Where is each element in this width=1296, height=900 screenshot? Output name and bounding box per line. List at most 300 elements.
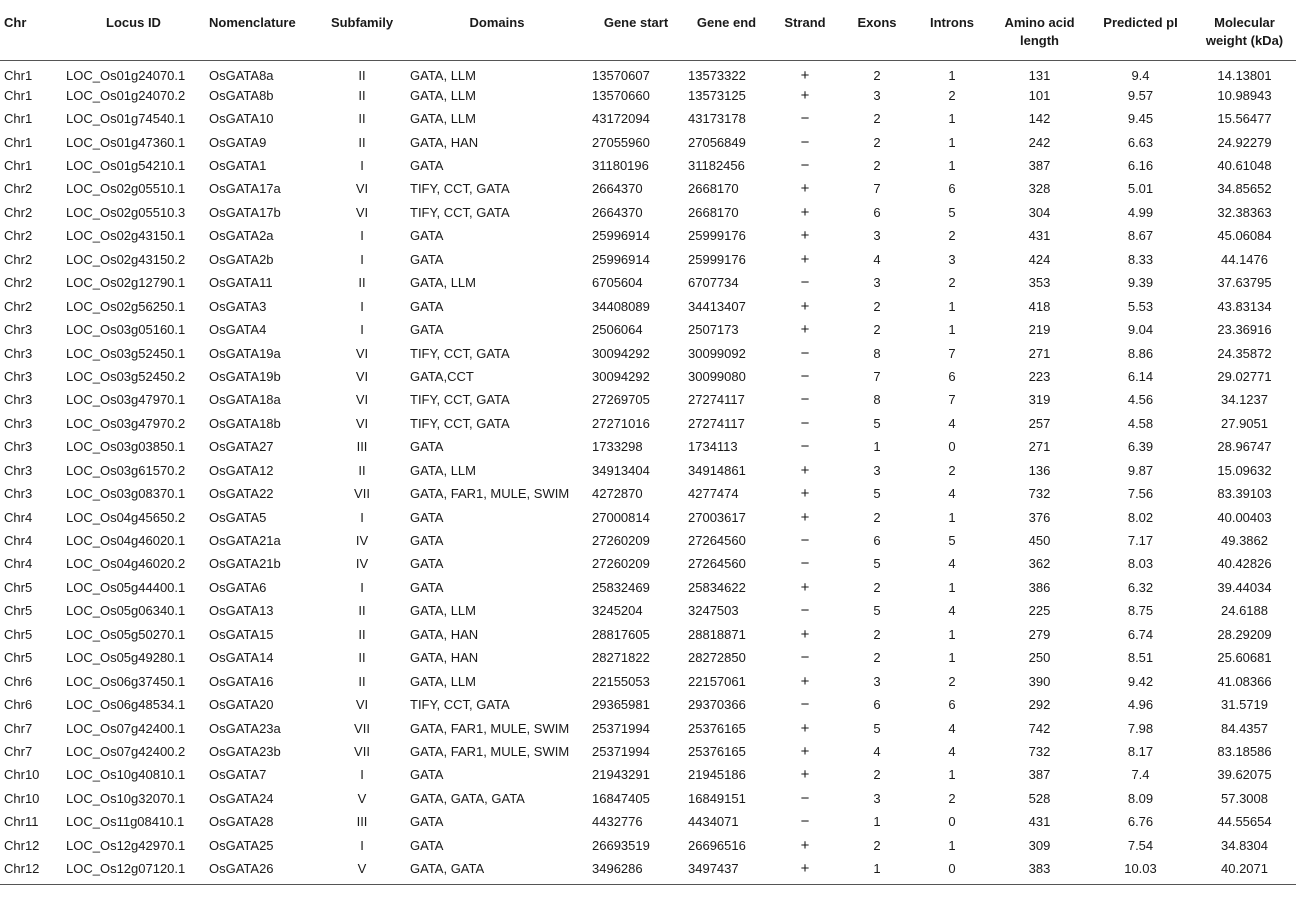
table-row — [0, 365, 1296, 388]
cell-subfamily: I — [360, 767, 364, 783]
cell-introns: 7 — [948, 392, 956, 408]
cell-subfamily: IV — [355, 533, 369, 549]
cell-gene-end: 4434071 — [688, 814, 739, 830]
cell-strand: + — [800, 672, 810, 690]
cell-locus-id: LOC_Os03g03850.1 — [66, 439, 186, 455]
cell-domains: GATA — [410, 228, 444, 244]
cell-gene-start: 3496286 — [592, 861, 643, 877]
cell-gene-start: 27260209 — [592, 533, 650, 549]
cell-predicted-pi: 5.53 — [1127, 298, 1154, 314]
cell-gene-end: 13573125 — [688, 87, 746, 103]
cell-locus-id: LOC_Os03g52450.2 — [66, 368, 186, 384]
cell-chr: Chr2 — [4, 275, 33, 291]
cell-locus-id: LOC_Os01g54210.1 — [66, 158, 186, 174]
cell-locus-id: LOC_Os03g61570.2 — [66, 462, 186, 478]
cell-domains: GATA,CCT — [410, 368, 474, 384]
cell-subfamily: II — [358, 111, 366, 127]
cell-domains: TIFY, CCT, GATA — [410, 697, 510, 713]
cell-locus-id: LOC_Os02g05510.3 — [66, 204, 186, 220]
header-subfamily: Subfamily — [318, 0, 406, 60]
cell-domains: GATA, LLM — [410, 673, 476, 689]
cell-gene-start: 3245204 — [592, 603, 643, 619]
cell-locus-id: LOC_Os07g42400.2 — [66, 743, 186, 759]
cell-subfamily: VII — [354, 720, 370, 736]
cell-molecular-weight: 43.83134 — [1217, 298, 1272, 314]
header-gene-start: Gene start — [588, 0, 684, 60]
cell-chr: Chr4 — [4, 533, 33, 549]
cell-exons: 2 — [873, 298, 881, 314]
cell-strand: − — [800, 438, 810, 456]
cell-strand: + — [800, 578, 810, 596]
cell-predicted-pi: 6.16 — [1127, 158, 1154, 174]
table-row — [0, 669, 1296, 692]
cell-chr: Chr3 — [4, 322, 33, 338]
cell-domains: GATA, LLM — [410, 462, 476, 478]
cell-strand: − — [800, 414, 810, 432]
cell-exons: 2 — [873, 767, 881, 783]
cell-strand: − — [800, 157, 810, 175]
cell-locus-id: LOC_Os04g45650.2 — [66, 509, 186, 525]
cell-amino-acid-length: 390 — [1028, 673, 1051, 689]
cell-strand: + — [800, 180, 810, 198]
cell-gene-end: 34413407 — [688, 298, 746, 314]
cell-locus-id: LOC_Os12g07120.1 — [66, 861, 186, 877]
cell-introns: 1 — [948, 134, 956, 150]
cell-molecular-weight: 10.98943 — [1217, 87, 1272, 103]
cell-predicted-pi: 6.74 — [1127, 626, 1154, 642]
cell-gene-end: 28818871 — [688, 626, 746, 642]
cell-gene-end: 6707734 — [688, 275, 739, 291]
cell-gene-start: 31180196 — [592, 158, 649, 174]
cell-gene-start: 25371994 — [592, 743, 650, 759]
cell-domains: GATA — [410, 251, 444, 267]
cell-domains: GATA, LLM — [410, 603, 476, 619]
cell-predicted-pi: 7.54 — [1127, 837, 1154, 853]
cell-introns: 1 — [948, 322, 956, 338]
cell-nomenclature: OsGATA12 — [209, 462, 274, 478]
cell-chr: Chr10 — [4, 767, 40, 783]
cell-strand: − — [800, 367, 810, 385]
cell-domains: GATA, LLM — [410, 111, 476, 127]
cell-strand: + — [800, 836, 810, 854]
cell-locus-id: LOC_Os11g08410.1 — [66, 814, 185, 830]
header-row — [0, 0, 1296, 60]
cell-molecular-weight: 49.3862 — [1221, 533, 1268, 549]
cell-gene-start: 2506064 — [592, 322, 643, 338]
cell-nomenclature: OsGATA15 — [209, 626, 274, 642]
cell-gene-start: 1733298 — [592, 439, 643, 455]
cell-molecular-weight: 40.42826 — [1217, 556, 1272, 572]
cell-molecular-weight: 39.44034 — [1217, 579, 1272, 595]
cell-chr: Chr5 — [4, 626, 33, 642]
cell-gene-start: 27055960 — [592, 134, 650, 150]
cell-gene-start: 6705604 — [592, 275, 643, 291]
cell-exons: 2 — [873, 134, 881, 150]
cell-subfamily: VI — [355, 697, 369, 713]
cell-gene-end: 27264560 — [688, 533, 746, 549]
cell-gene-end: 22157061 — [688, 673, 746, 689]
cell-strand: − — [800, 344, 810, 362]
cell-amino-acid-length: 387 — [1028, 767, 1051, 783]
cell-strand: − — [800, 391, 810, 409]
cell-locus-id: LOC_Os01g24070.2 — [66, 87, 186, 103]
cell-nomenclature: OsGATA7 — [209, 767, 267, 783]
cell-amino-acid-length: 309 — [1028, 837, 1051, 853]
cell-molecular-weight: 31.5719 — [1221, 697, 1268, 713]
cell-amino-acid-length: 279 — [1028, 626, 1051, 642]
cell-strand: + — [800, 860, 810, 878]
cell-locus-id: LOC_Os05g49280.1 — [66, 650, 186, 666]
cell-nomenclature: OsGATA2b — [209, 251, 274, 267]
cell-amino-acid-length: 431 — [1028, 228, 1051, 244]
cell-molecular-weight: 24.35872 — [1217, 345, 1272, 361]
cell-gene-end: 28272850 — [688, 650, 746, 666]
cell-exons: 5 — [873, 415, 881, 431]
cell-subfamily: I — [360, 158, 364, 174]
table-bottom-rule — [0, 884, 1296, 885]
cell-nomenclature: OsGATA28 — [209, 814, 274, 830]
cell-introns: 6 — [948, 181, 956, 197]
cell-nomenclature: OsGATA8b — [209, 87, 274, 103]
cell-molecular-weight: 25.60681 — [1217, 650, 1272, 666]
cell-nomenclature: OsGATA23b — [209, 743, 281, 759]
cell-strand: + — [800, 250, 810, 268]
cell-strand: + — [800, 86, 810, 104]
table-row — [0, 154, 1296, 177]
table-row — [0, 716, 1296, 739]
cell-domains: GATA, LLM — [410, 67, 476, 83]
cell-locus-id: LOC_Os03g08370.1 — [66, 486, 186, 502]
cell-amino-acid-length: 376 — [1028, 509, 1051, 525]
header-predicted-pi: Predicted pI — [1088, 0, 1193, 60]
cell-chr: Chr12 — [4, 861, 40, 877]
cell-molecular-weight: 34.8304 — [1221, 837, 1268, 853]
cell-locus-id: LOC_Os03g47970.1 — [66, 392, 186, 408]
cell-molecular-weight: 84.4357 — [1221, 720, 1268, 736]
cell-subfamily: I — [360, 298, 364, 314]
cell-exons: 5 — [873, 603, 881, 619]
cell-domains: TIFY, CCT, GATA — [410, 392, 510, 408]
cell-chr: Chr6 — [4, 697, 33, 713]
cell-domains: GATA — [410, 298, 444, 314]
cell-nomenclature: OsGATA9 — [209, 134, 267, 150]
cell-domains: GATA, GATA — [410, 861, 485, 877]
cell-exons: 4 — [873, 251, 881, 267]
cell-strand: + — [800, 508, 810, 526]
cell-nomenclature: OsGATA23a — [209, 720, 281, 736]
cell-locus-id: LOC_Os02g43150.2 — [66, 251, 186, 267]
cell-molecular-weight: 15.56477 — [1217, 111, 1272, 127]
cell-predicted-pi: 9.57 — [1127, 87, 1154, 103]
cell-exons: 5 — [873, 486, 881, 502]
cell-introns: 4 — [948, 743, 956, 759]
cell-molecular-weight: 27.9051 — [1221, 415, 1268, 431]
cell-molecular-weight: 29.02771 — [1217, 368, 1272, 384]
cell-strand: + — [800, 766, 810, 784]
cell-domains: GATA — [410, 556, 444, 572]
cell-amino-acid-length: 225 — [1028, 603, 1051, 619]
cell-chr: Chr3 — [4, 368, 33, 384]
cell-introns: 3 — [948, 251, 956, 267]
cell-introns: 2 — [948, 790, 956, 806]
cell-domains: GATA, LLM — [410, 87, 476, 103]
cell-amino-acid-length: 101 — [1028, 87, 1051, 103]
cell-predicted-pi: 4.99 — [1127, 204, 1154, 220]
cell-gene-end: 3497437 — [688, 861, 739, 877]
cell-locus-id: LOC_Os01g47360.1 — [66, 134, 186, 150]
cell-predicted-pi: 9.04 — [1127, 322, 1154, 338]
cell-chr: Chr3 — [4, 392, 33, 408]
cell-nomenclature: OsGATA18b — [209, 415, 281, 431]
cell-introns: 2 — [948, 673, 956, 689]
cell-exons: 3 — [873, 87, 881, 103]
cell-strand: − — [800, 813, 810, 831]
cell-exons: 6 — [873, 533, 881, 549]
cell-subfamily: III — [356, 439, 368, 455]
cell-locus-id: LOC_Os04g46020.1 — [66, 533, 186, 549]
table-row — [0, 482, 1296, 505]
table-header — [0, 0, 1296, 60]
cell-chr: Chr1 — [4, 134, 33, 150]
cell-strand: − — [800, 274, 810, 292]
cell-introns: 0 — [948, 814, 956, 830]
table-row — [0, 740, 1296, 763]
cell-nomenclature: OsGATA13 — [209, 603, 274, 619]
cell-strand: − — [800, 649, 810, 667]
cell-domains: GATA — [410, 158, 444, 174]
cell-gene-start: 30094292 — [592, 368, 650, 384]
cell-predicted-pi: 7.56 — [1127, 486, 1154, 502]
cell-gene-end: 16849151 — [688, 790, 746, 806]
cell-amino-acid-length: 386 — [1028, 579, 1051, 595]
table-row — [0, 341, 1296, 364]
table-row — [0, 130, 1296, 153]
cell-molecular-weight: 37.63795 — [1217, 275, 1272, 291]
table-row — [0, 60, 1296, 84]
cell-domains: GATA — [410, 579, 444, 595]
cell-exons: 3 — [873, 790, 881, 806]
cell-predicted-pi: 7.98 — [1127, 720, 1154, 736]
cell-strand: + — [800, 719, 810, 737]
cell-nomenclature: OsGATA4 — [209, 322, 267, 338]
cell-gene-start: 27000814 — [592, 509, 650, 525]
cell-locus-id: LOC_Os03g05160.1 — [66, 322, 186, 338]
cell-subfamily: VI — [355, 204, 369, 220]
cell-gene-end: 29370366 — [688, 697, 746, 713]
cell-subfamily: V — [357, 861, 367, 877]
cell-gene-end: 4277474 — [688, 486, 739, 502]
cell-subfamily: II — [358, 673, 366, 689]
cell-subfamily: VI — [355, 345, 369, 361]
cell-exons: 7 — [873, 181, 881, 197]
cell-exons: 2 — [873, 837, 881, 853]
cell-gene-start: 27260209 — [592, 556, 650, 572]
cell-nomenclature: OsGATA14 — [209, 650, 274, 666]
cell-exons: 2 — [873, 509, 881, 525]
cell-predicted-pi: 4.56 — [1127, 392, 1154, 408]
cell-predicted-pi: 6.32 — [1127, 579, 1154, 595]
cell-predicted-pi: 8.51 — [1127, 650, 1154, 666]
cell-molecular-weight: 40.61048 — [1217, 158, 1272, 174]
cell-strand: − — [800, 532, 810, 550]
cell-chr: Chr3 — [4, 462, 33, 478]
cell-subfamily: II — [358, 626, 366, 642]
cell-locus-id: LOC_Os01g24070.1 — [66, 67, 186, 83]
cell-gene-end: 2668170 — [688, 181, 739, 197]
cell-molecular-weight: 24.92279 — [1217, 134, 1272, 150]
cell-locus-id: LOC_Os02g05510.1 — [66, 181, 186, 197]
cell-gene-end: 31182456 — [688, 158, 745, 174]
cell-nomenclature: OsGATA21a — [209, 533, 281, 549]
cell-nomenclature: OsGATA5 — [209, 509, 267, 525]
cell-exons: 2 — [873, 626, 881, 642]
cell-predicted-pi: 8.67 — [1127, 228, 1154, 244]
cell-locus-id: LOC_Os02g12790.1 — [66, 275, 186, 291]
cell-subfamily: II — [358, 462, 366, 478]
cell-introns: 2 — [948, 87, 956, 103]
cell-domains: GATA — [410, 814, 444, 830]
cell-strand: + — [800, 297, 810, 315]
cell-nomenclature: OsGATA6 — [209, 579, 267, 595]
cell-nomenclature: OsGATA1 — [209, 158, 267, 174]
header-strand: Strand — [769, 0, 841, 60]
cell-nomenclature: OsGATA26 — [209, 861, 274, 877]
cell-nomenclature: OsGATA3 — [209, 298, 267, 314]
cell-gene-end: 25999176 — [688, 228, 746, 244]
cell-gene-start: 13570660 — [592, 87, 650, 103]
cell-gene-end: 27274117 — [688, 415, 745, 431]
cell-nomenclature: OsGATA20 — [209, 697, 274, 713]
cell-chr: Chr4 — [4, 556, 33, 572]
cell-domains: GATA — [410, 533, 444, 549]
cell-nomenclature: OsGATA8a — [209, 67, 274, 83]
cell-subfamily: I — [360, 228, 364, 244]
cell-predicted-pi: 8.09 — [1127, 790, 1154, 806]
cell-amino-acid-length: 292 — [1028, 697, 1051, 713]
cell-gene-start: 4272870 — [592, 486, 643, 502]
cell-nomenclature: OsGATA10 — [209, 111, 274, 127]
cell-predicted-pi: 7.4 — [1131, 767, 1150, 783]
cell-nomenclature: OsGATA19a — [209, 345, 281, 361]
cell-locus-id: LOC_Os02g43150.1 — [66, 228, 186, 244]
cell-locus-id: LOC_Os05g06340.1 — [66, 603, 186, 619]
cell-chr: Chr2 — [4, 251, 33, 267]
cell-amino-acid-length: 223 — [1028, 368, 1051, 384]
cell-subfamily: I — [360, 837, 364, 853]
cell-introns: 4 — [948, 486, 956, 502]
cell-amino-acid-length: 136 — [1028, 462, 1051, 478]
cell-domains: GATA — [410, 509, 444, 525]
cell-gene-end: 25376165 — [688, 720, 746, 736]
cell-predicted-pi: 6.14 — [1127, 368, 1154, 384]
cell-gene-end: 27056849 — [688, 134, 746, 150]
table-row — [0, 646, 1296, 669]
cell-subfamily: V — [357, 790, 367, 806]
table-row — [0, 388, 1296, 411]
cell-gene-start: 28271822 — [592, 650, 650, 666]
cell-nomenclature: OsGATA25 — [209, 837, 274, 853]
cell-subfamily: VII — [354, 486, 370, 502]
cell-predicted-pi: 8.33 — [1127, 251, 1154, 267]
cell-amino-acid-length: 250 — [1028, 650, 1051, 666]
cell-molecular-weight: 32.38363 — [1217, 204, 1272, 220]
cell-domains: GATA, LLM — [410, 275, 476, 291]
cell-gene-start: 43172094 — [592, 111, 650, 127]
cell-locus-id: LOC_Os06g37450.1 — [66, 673, 186, 689]
table-row — [0, 576, 1296, 599]
cell-exons: 2 — [873, 322, 881, 338]
cell-gene-start: 2664370 — [592, 181, 643, 197]
cell-domains: GATA, FAR1, MULE, SWIM — [410, 486, 570, 502]
cell-introns: 1 — [948, 767, 956, 783]
cell-introns: 1 — [948, 650, 956, 666]
table-row — [0, 224, 1296, 247]
cell-exons: 2 — [873, 111, 881, 127]
cell-amino-acid-length: 304 — [1028, 204, 1051, 220]
cell-subfamily: III — [356, 814, 368, 830]
cell-gene-end: 25376165 — [688, 743, 746, 759]
cell-gene-start: 22155053 — [592, 673, 650, 689]
cell-exons: 3 — [873, 462, 881, 478]
cell-introns: 1 — [948, 579, 956, 595]
cell-domains: GATA, HAN — [410, 626, 479, 642]
cell-introns: 1 — [948, 67, 956, 83]
cell-amino-acid-length: 271 — [1028, 345, 1051, 361]
cell-introns: 1 — [948, 298, 956, 314]
cell-gene-start: 28817605 — [592, 626, 650, 642]
cell-subfamily: I — [360, 322, 364, 338]
cell-strand: + — [800, 203, 810, 221]
cell-introns: 1 — [948, 837, 956, 853]
cell-gene-end: 27274117 — [688, 392, 745, 408]
cell-amino-acid-length: 431 — [1028, 814, 1051, 830]
cell-strand: + — [800, 485, 810, 503]
table-row — [0, 248, 1296, 271]
cell-chr: Chr1 — [4, 111, 33, 127]
cell-subfamily: II — [358, 275, 366, 291]
cell-gene-end: 3247503 — [688, 603, 739, 619]
cell-introns: 5 — [948, 533, 956, 549]
cell-amino-acid-length: 328 — [1028, 181, 1051, 197]
cell-gene-start: 34408089 — [592, 298, 650, 314]
cell-locus-id: LOC_Os10g32070.1 — [66, 790, 186, 806]
cell-locus-id: LOC_Os01g74540.1 — [66, 111, 186, 127]
cell-exons: 5 — [873, 720, 881, 736]
cell-strand: − — [800, 110, 810, 128]
table-row — [0, 84, 1296, 107]
cell-molecular-weight: 40.2071 — [1221, 861, 1268, 877]
cell-subfamily: VI — [355, 392, 369, 408]
cell-locus-id: LOC_Os05g44400.1 — [66, 579, 186, 595]
cell-exons: 3 — [873, 275, 881, 291]
cell-molecular-weight: 41.08366 — [1217, 673, 1272, 689]
cell-exons: 1 — [873, 814, 881, 830]
cell-molecular-weight: 45.06084 — [1217, 228, 1272, 244]
cell-introns: 1 — [948, 111, 956, 127]
cell-domains: GATA — [410, 767, 444, 783]
cell-amino-acid-length: 418 — [1028, 298, 1051, 314]
cell-domains: TIFY, CCT, GATA — [410, 415, 510, 431]
cell-chr: Chr11 — [4, 814, 39, 830]
table-row — [0, 201, 1296, 224]
cell-domains: TIFY, CCT, GATA — [410, 204, 510, 220]
cell-domains: GATA — [410, 439, 444, 455]
cell-gene-end: 2668170 — [688, 204, 739, 220]
cell-gene-end: 13573322 — [688, 67, 746, 83]
cell-subfamily: II — [358, 87, 366, 103]
cell-chr: Chr7 — [4, 720, 33, 736]
cell-subfamily: I — [360, 509, 364, 525]
